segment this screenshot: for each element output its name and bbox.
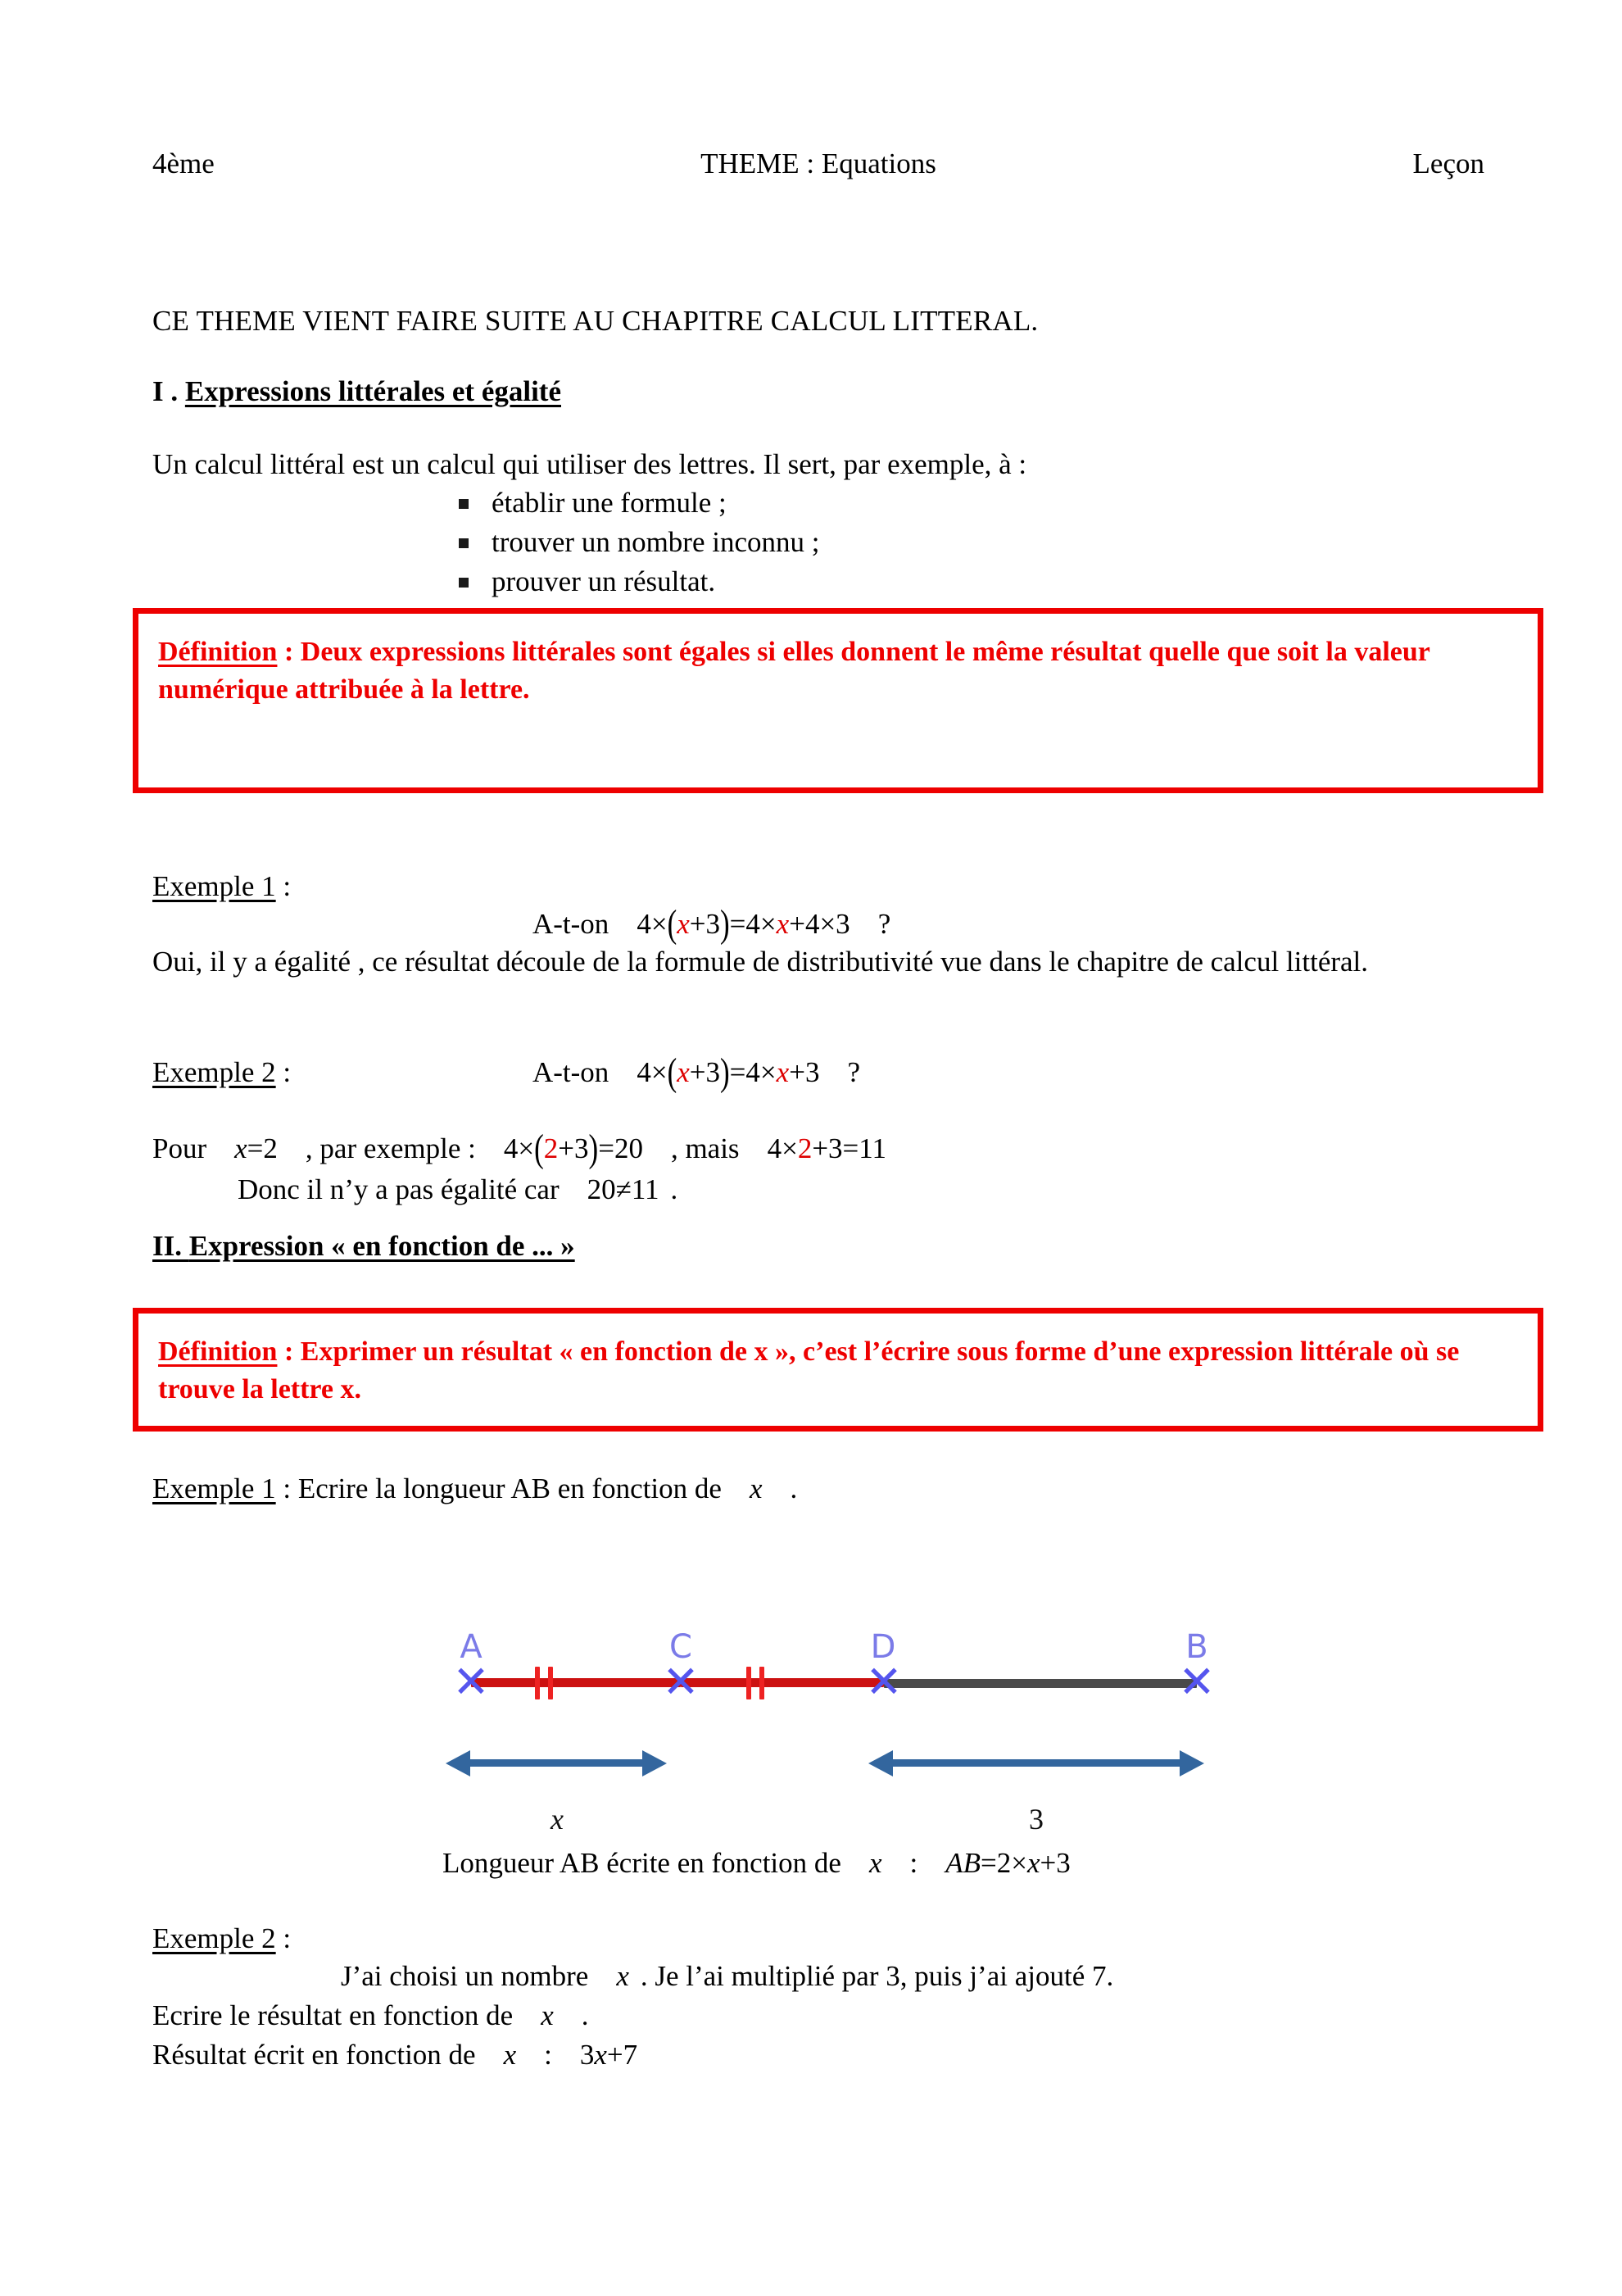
definition-box-equality xyxy=(133,608,1543,793)
section2-example2-label-row xyxy=(152,1919,291,1958)
section-2-number: II. xyxy=(152,1230,189,1262)
segment-db xyxy=(884,1679,1197,1688)
caption-text: Longueur AB écrite en fonction de xyxy=(442,1847,841,1879)
section1-example2-conclusion xyxy=(238,1170,1581,1209)
conclusion-value: 20≠11 xyxy=(587,1173,659,1205)
figure-caption xyxy=(442,1844,1589,1883)
square-bullet-icon xyxy=(459,578,469,588)
congruence-tick-icon xyxy=(746,1667,751,1699)
pour-value: x=2 xyxy=(234,1132,278,1164)
point-label-b: B xyxy=(1185,1628,1208,1666)
example-label: Exemple 2 xyxy=(152,1056,276,1088)
list-item xyxy=(442,483,819,523)
definition-separator: : xyxy=(277,1336,301,1367)
calc-right: 4×2+3=11 xyxy=(767,1132,886,1164)
conclusion-end: . xyxy=(670,1173,678,1205)
line3-before: Résultat écrit en fonction de xyxy=(152,2039,476,2071)
conclusion-prefix: Donc il n’y a pas égalité car xyxy=(238,1173,560,1205)
instruction-before: Ecrire la longueur AB en fonction de xyxy=(297,1472,722,1504)
equation-distributivity: 4×(x+3)=4×x+4×3 xyxy=(637,902,850,946)
caption-result: AB=2×x+3 xyxy=(945,1847,1071,1879)
section-1-lead: Un calcul littéral est un calcul qui utiliser des lettres. Il sert, par exemple, à : xyxy=(152,448,1027,480)
square-bullet-icon xyxy=(459,499,469,509)
question-lead: A-t-on xyxy=(532,1056,609,1088)
square-bullet-icon xyxy=(459,538,469,548)
calc-left: 4×(2+3)=20 xyxy=(503,1127,643,1170)
pour-mid: , par exemple : xyxy=(305,1132,476,1164)
congruence-tick-icon xyxy=(548,1667,553,1699)
definition-body: Deux expressions littérales sont égales si elles donnent le même résultat quelle que soit la valeur numérique attribuée à la lettre. xyxy=(158,637,1430,705)
line1-after: . Je l’ai multiplié par 3, puis j’ai ajouté 7. xyxy=(640,1960,1114,1992)
arrow-shaft xyxy=(891,1759,1180,1767)
section1-example1-equation-row xyxy=(532,902,891,946)
arrow-head-left-icon xyxy=(446,1750,470,1776)
line3-result: 3x+7 xyxy=(579,2039,638,2071)
line1-variable: x xyxy=(616,1960,629,1992)
arrow-head-right-icon xyxy=(642,1750,667,1776)
intro-statement: CE THEME VIENT FAIRE SUITE AU CHAPITRE CALCUL LITTERAL. xyxy=(152,305,1039,337)
arrow-head-left-icon xyxy=(868,1750,893,1776)
line2-after: . xyxy=(581,1999,589,2031)
list-item xyxy=(442,562,819,601)
list-item-label: trouver un nombre inconnu ; xyxy=(492,526,820,558)
point-label-a: A xyxy=(460,1628,483,1666)
example-colon: : xyxy=(275,1056,292,1088)
question-mark: ? xyxy=(847,1056,860,1088)
congruence-tick-icon xyxy=(535,1667,540,1699)
header-doc-type: Leçon xyxy=(1412,147,1484,179)
definition-term: Définition xyxy=(158,637,278,667)
instruction-after: . xyxy=(790,1472,798,1504)
section-2-heading xyxy=(152,1231,575,1263)
arrow-head-right-icon xyxy=(1180,1750,1204,1776)
pour-prefix: Pour xyxy=(152,1132,207,1164)
example-label: Exemple 1 xyxy=(152,870,276,902)
calc-mid: , mais xyxy=(670,1132,740,1164)
section1-example2-equation-row xyxy=(532,1050,860,1094)
measure-arrow-ac xyxy=(446,1744,667,1781)
point-label-d: D xyxy=(870,1628,896,1666)
list-item-label: établir une formule ; xyxy=(492,487,727,519)
section-2-title: Expression « en fonction de ... » xyxy=(188,1230,575,1262)
definition-box-text xyxy=(158,1333,1521,1409)
line2-before: Ecrire le résultat en fonction de xyxy=(152,1999,514,2031)
question-lead: A-t-on xyxy=(532,908,609,940)
section-1-heading xyxy=(152,376,561,408)
caption-variable: x xyxy=(868,1847,882,1879)
section1-example1-label-row xyxy=(152,867,291,906)
measure-arrow-db xyxy=(868,1744,1204,1781)
instruction-variable: x xyxy=(749,1472,763,1504)
list-item xyxy=(442,523,819,562)
section1-example2-substitution xyxy=(152,1129,1545,1168)
segment-ac xyxy=(471,1678,681,1687)
section-1-number: I . xyxy=(152,375,185,407)
segment-cd xyxy=(681,1678,884,1687)
header-level: 4ème xyxy=(152,147,215,179)
definition-box-en-fonction-de xyxy=(133,1308,1543,1432)
question-mark: ? xyxy=(877,908,891,940)
example-colon: : xyxy=(275,1472,298,1504)
point-marker-b-icon: ✕ xyxy=(1178,1656,1216,1708)
section1-example1-answer: Oui, il y a égalité , ce résultat découle de la formule de distributivité vue dans le chapitre de calcul littéral. xyxy=(152,946,1369,978)
header-theme: THEME : Equations xyxy=(700,147,936,179)
example-colon: : xyxy=(275,1922,292,1954)
point-label-c: C xyxy=(669,1628,692,1666)
measure-label-x: x xyxy=(550,1803,564,1835)
equation-non-equality: 4×(x+3)=4×x+3 xyxy=(637,1050,820,1094)
segment-figure-ab xyxy=(426,1622,1229,1852)
arrow-shaft xyxy=(469,1759,642,1767)
definition-body: Exprimer un résultat « en fonction de x », c’est l’écrire sous forme d’une expression littérale où se trouve la lettre x. xyxy=(158,1336,1460,1404)
page-header xyxy=(152,149,1491,178)
line3-colon: : xyxy=(544,2039,552,2071)
point-marker-a-icon: ✕ xyxy=(452,1656,490,1708)
definition-term: Définition xyxy=(158,1336,278,1367)
line3-variable: x xyxy=(503,2039,517,2071)
section2-example1-instruction xyxy=(152,1469,1463,1509)
section2-example2-line2 xyxy=(152,1996,1414,2035)
point-marker-c-icon: ✕ xyxy=(662,1656,700,1708)
example-label: Exemple 2 xyxy=(152,1922,276,1954)
definition-separator: : xyxy=(277,637,301,667)
caption-colon: : xyxy=(909,1847,918,1879)
line2-variable: x xyxy=(541,1999,554,2031)
line1-before: J’ai choisi un nombre xyxy=(341,1960,589,1992)
congruence-tick-icon xyxy=(759,1667,764,1699)
section2-example2-line1 xyxy=(341,1957,1602,1996)
list-item-label: prouver un résultat. xyxy=(492,565,716,597)
example-label: Exemple 1 xyxy=(152,1472,276,1504)
measure-label-3: 3 xyxy=(1029,1803,1044,1835)
section2-example2-line3 xyxy=(152,2035,1414,2075)
definition-box-text xyxy=(158,633,1521,709)
section-1-title: Expressions littérales et égalité xyxy=(184,375,561,407)
point-marker-d-icon: ✕ xyxy=(865,1656,903,1708)
example-colon: : xyxy=(275,870,292,902)
section-1-bullet-list xyxy=(442,483,819,601)
